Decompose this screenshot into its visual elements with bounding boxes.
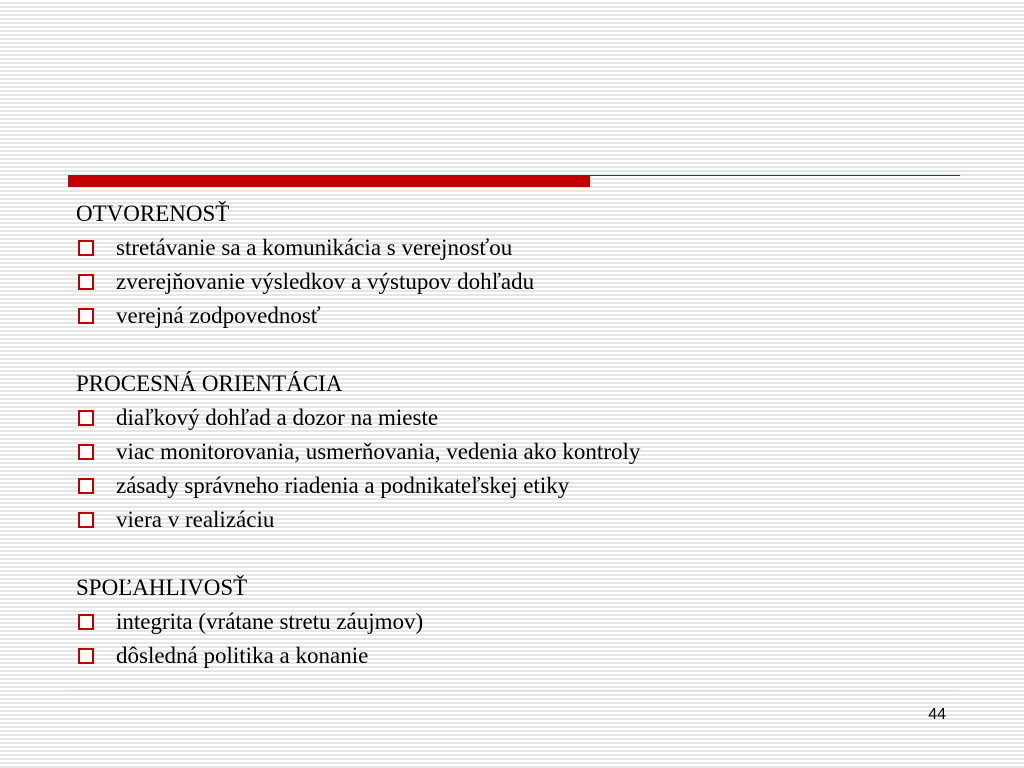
square-bullet-icon xyxy=(78,614,94,630)
section-title-spolahlivost: SPOĽAHLIVOSŤ xyxy=(76,575,248,600)
list-item-text: zverejňovanie výsledkov a výstupov dohľadu xyxy=(116,269,535,294)
list-item-text: integrita (vrátane stretu záujmov) xyxy=(116,609,424,634)
list-item-text: dôsledná politika a konanie xyxy=(116,643,369,668)
list-item xyxy=(76,299,956,333)
square-bullet-icon xyxy=(78,444,94,460)
list-item xyxy=(76,231,956,265)
square-bullet-icon xyxy=(78,512,94,528)
square-bullet-icon xyxy=(78,478,94,494)
square-bullet-icon xyxy=(78,240,94,256)
square-bullet-icon xyxy=(78,410,94,426)
list-item-text: diaľkový dohľad a dozor na mieste xyxy=(116,405,439,430)
list-item xyxy=(76,435,956,469)
list-item-text: verejná zodpovednosť xyxy=(116,303,321,328)
section-title-procesna-orientacia: PROCESNÁ ORIENTÁCIA xyxy=(76,371,343,396)
slide-content xyxy=(76,197,956,673)
footer-rule xyxy=(68,690,956,691)
section-title-otvorenost: OTVORENOSŤ xyxy=(76,201,230,226)
list-item-text: zásady správneho riadenia a podnikateľskej etiky xyxy=(116,473,570,498)
title-rule-thin xyxy=(590,175,960,176)
section-spacer xyxy=(76,333,956,367)
list-item xyxy=(76,401,956,435)
square-bullet-icon xyxy=(78,648,94,664)
list-item xyxy=(76,469,956,503)
title-rule-thick xyxy=(68,175,590,187)
list-item xyxy=(76,605,956,639)
list-item-text: stretávanie sa a komunikácia s verejnosťou xyxy=(116,235,513,260)
list-item xyxy=(76,503,956,537)
square-bullet-icon xyxy=(78,308,94,324)
list-item-text: viac monitorovania, usmerňovania, vedenia ako kontroly xyxy=(116,439,641,464)
list-item-text: viera v realizáciu xyxy=(116,507,275,532)
section-spacer xyxy=(76,537,956,571)
square-bullet-icon xyxy=(78,274,94,290)
list-item xyxy=(76,639,956,673)
page-number: 44 xyxy=(928,706,946,723)
list-item xyxy=(76,265,956,299)
